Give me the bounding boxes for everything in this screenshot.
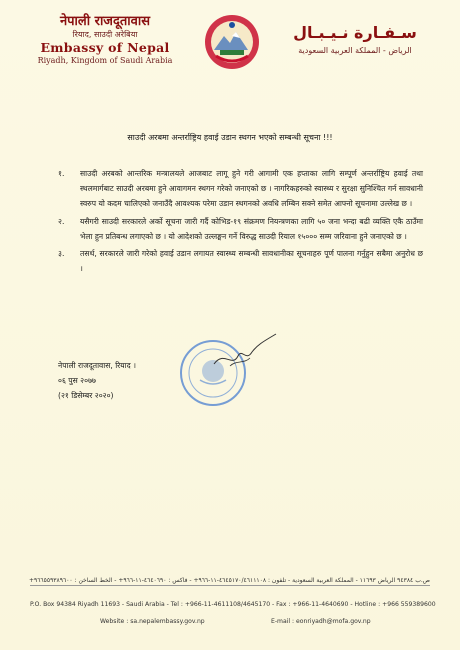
item-text: तसर्थ, सरकारले जारी गरेको हवाई उडान लगायत स्वास्थ्य सम्बन्धी सावधानीका सूचनाहरु पूर्ण पालना गर्नुहुन सबैमा अनुरोध छ ।: [80, 249, 423, 274]
embassy-name-english: Embassy of Nepal: [40, 40, 170, 55]
signoff-org: नेपाली राजदूतावास, रियाद ।: [58, 361, 136, 370]
letterhead-right: [280, 22, 430, 58]
signature-icon: [210, 330, 280, 375]
embassy-name-arabic: سـفـارة نـيـبـال: [293, 23, 417, 42]
embassy-name-nepali: नेपाली राजदूतावास: [59, 14, 151, 29]
footer-email[interactable]: E-mail : eonriyadh@mofa.gov.np: [271, 618, 371, 625]
notice-body: [58, 166, 423, 278]
signoff-date-bs: ०६ पुस २०७७: [58, 376, 96, 386]
notice-item: [58, 246, 423, 276]
footer-divider: [30, 585, 430, 586]
notice-item: [58, 214, 423, 244]
nepal-emblem-icon: [202, 12, 262, 72]
signoff-block: [58, 358, 136, 404]
item-number: ३.: [58, 249, 65, 259]
notice-subject: साउदी अरबमा अन्तर्राष्ट्रिय हवाई उडान स्थगन भएको सम्बन्धी सूचना !!!: [127, 133, 333, 142]
item-text: साउदी अरबको आन्तरिक मन्त्रालयले आजबाट लागू हुने गरी आगामी एक हप्ताका लागि सम्पूर्ण अन्तर्राष्ट्रिय हवाई तथा स्थलमार्गबाट साउदी अरबमा हुने आवागमन स्थगन गरेको जनाएको छ । नागरिकहरुको स्वास्थ्य र सुरक्षा सुनिश्चित गर्न सावधानी स्वरुप यो कदम चालिएको जनाउँदै आवश्यक परेमा उडान स्थगनको अवधि लम्बिन सक्ने समेत आफ्नो सूचनामा उल्लेख छ ।: [80, 169, 423, 209]
footer-website[interactable]: Website : sa.nepalembassy.gov.np: [100, 618, 205, 625]
item-text: यसैगरी साउदी सरकारले अर्को सूचना जारी गर्दै कोभिड-१९ संक्रमण नियन्त्रणका लागि ५० जना भन्दा बढी व्यक्ति एकै ठाउँमा भेला हुन प्रतिबन्ध लगाएको छ । यो आदेशको उल्लङ्घन गर्ने विरुद्ध साउदी रियाल १५००० सम्म जरिवाना हुने जनाएको छ ।: [80, 216, 423, 241]
letterhead-left: [30, 14, 180, 66]
embassy-location-english: Riyadh, Kingdom of Saudi Arabia: [37, 56, 173, 65]
item-number: २.: [58, 216, 65, 226]
item-number: १.: [58, 169, 65, 178]
signoff-date-ad: (२१ डिसेम्बर २०२०): [58, 391, 114, 401]
footer-english-address: P.O. Box 94384 Riyadh 11693 - Saudi Arabia - Tel : +966-11-4611108/4645170 - Fax : +966-11-4640690 - Hotline : +966 559389600: [30, 601, 436, 608]
embassy-city-nepali: रियाद, साउदी अरेबिया: [72, 30, 138, 39]
footer-arabic-address: ص.ب ٩٤٣٨٤ الرياض ١١٦٩٣ - المملكة العربية السعودية - تلفون : ٤٦٤٥١٧٠/٤٦١١١٠٨-١١-٩٦٦+ - فاكس : ٤٦٤٠٦٩٠-١١-٩٦٦+ - الخط الساخن : ٩٦٦٥٥٩٣٨٩٦٠٠+: [28, 577, 430, 584]
embassy-location-arabic: الرياض - المملكة العربية السعودية: [298, 46, 412, 55]
notice-item: [58, 166, 423, 212]
